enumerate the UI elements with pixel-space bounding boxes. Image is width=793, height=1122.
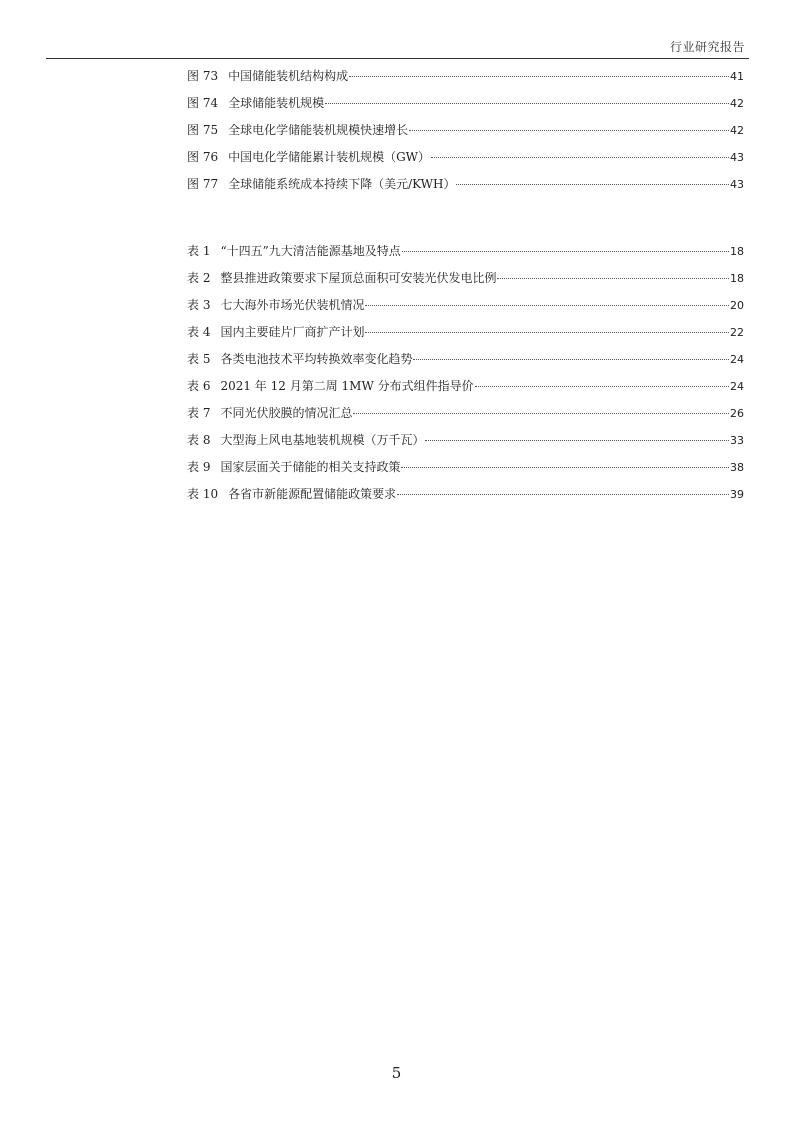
toc-entry-page[interactable]: 24: [730, 353, 744, 366]
toc-entry-table[interactable]: [187, 430, 744, 457]
toc-entry-figure[interactable]: [187, 174, 744, 201]
dot-leader: [409, 130, 729, 131]
toc-entry-figure[interactable]: [187, 93, 744, 120]
toc-entry-figure[interactable]: [187, 66, 744, 93]
dot-leader: [431, 157, 729, 158]
dot-leader: [349, 76, 729, 77]
toc-entry-title[interactable]: 不同光伏胶膜的情况汇总: [220, 406, 353, 420]
toc-entry-title[interactable]: 各类电池技术平均转换效率变化趋势: [220, 352, 413, 366]
toc-entry-page[interactable]: 24: [730, 380, 744, 393]
toc-entry-label: 表 6: [187, 379, 211, 393]
dot-leader: [475, 386, 729, 387]
toc-entry-title[interactable]: 2021 年 12 月第二周 1MW 分布式组件指导价: [220, 379, 474, 393]
toc-entry-page[interactable]: 42: [730, 97, 744, 110]
toc-entry-title[interactable]: 各省市新能源配置储能政策要求: [228, 487, 397, 501]
toc-entry-title[interactable]: 全球储能装机规模: [228, 96, 325, 110]
toc-entry-title[interactable]: 中国储能装机结构构成: [228, 69, 349, 83]
toc-entry-table[interactable]: [187, 322, 744, 349]
page-number: 5: [391, 1064, 402, 1082]
dot-leader: [397, 494, 729, 495]
toc-entry-table[interactable]: [187, 241, 744, 268]
dot-leader: [365, 332, 729, 333]
toc-entry-page[interactable]: 18: [730, 272, 744, 285]
toc-entry-label: 表 8: [187, 433, 211, 447]
dot-leader: [365, 305, 729, 306]
toc-entry-label: 表 5: [187, 352, 211, 366]
toc-entry-title[interactable]: “十四五”九大清洁能源基地及特点: [220, 244, 401, 258]
toc-entry-page[interactable]: 22: [730, 326, 744, 339]
dot-leader: [497, 278, 729, 279]
toc-entry-label: 表 10: [187, 487, 219, 501]
toc-entry-page[interactable]: 41: [730, 70, 744, 83]
toc-entry-label: 表 1: [187, 244, 211, 258]
toc-entry-page[interactable]: 18: [730, 245, 744, 258]
toc-entry-label: 图 74: [187, 96, 219, 110]
toc-entry-title[interactable]: 国家层面关于储能的相关支持政策: [220, 460, 401, 474]
toc-entry-label: 表 2: [187, 271, 211, 285]
toc-entry-label: 表 9: [187, 460, 211, 474]
toc-entry-table[interactable]: [187, 349, 744, 376]
toc-entry-table[interactable]: [187, 457, 744, 484]
dot-leader: [325, 103, 729, 104]
toc-entry-title[interactable]: 大型海上风电基地装机规模（万千瓦）: [220, 433, 425, 447]
figure-list: [187, 66, 744, 201]
toc-entry-page[interactable]: 20: [730, 299, 744, 312]
toc-entry-table[interactable]: [187, 403, 744, 430]
toc-entry-title[interactable]: 七大海外市场光伏装机情况: [220, 298, 365, 312]
header-title: 行业研究报告: [669, 40, 745, 54]
toc-entry-figure[interactable]: [187, 147, 744, 174]
dot-leader: [353, 413, 729, 414]
toc-entry-title[interactable]: 整县推进政策要求下屋顶总面积可安装光伏发电比例: [220, 271, 497, 285]
toc-entry-page[interactable]: 33: [730, 434, 744, 447]
dot-leader: [456, 184, 729, 185]
toc-entry-page[interactable]: 43: [730, 178, 744, 191]
toc-entry-table[interactable]: [187, 268, 744, 295]
toc-entry-page[interactable]: 38: [730, 461, 744, 474]
dot-leader: [413, 359, 729, 360]
toc-entry-table[interactable]: [187, 484, 744, 511]
toc-entry-title[interactable]: 中国电化学储能累计装机规模（GW）: [228, 150, 431, 164]
toc-entry-label: 表 4: [187, 325, 211, 339]
toc-entry-label: 表 3: [187, 298, 211, 312]
dot-leader: [401, 467, 729, 468]
dot-leader: [425, 440, 729, 441]
toc-entry-label: 图 77: [187, 177, 219, 191]
toc-entry-label: 图 73: [187, 69, 219, 83]
table-list: [187, 241, 744, 511]
toc-entry-page[interactable]: 42: [730, 124, 744, 137]
toc-entry-page[interactable]: 39: [730, 488, 744, 501]
toc-entry-title[interactable]: 全球电化学储能装机规模快速增长: [228, 123, 409, 137]
toc-entry-title[interactable]: 全球储能系统成本持续下降（美元/KWH）: [228, 177, 456, 191]
toc-entry-title[interactable]: 国内主要硅片厂商扩产计划: [220, 325, 365, 339]
toc-entry-table[interactable]: [187, 295, 744, 322]
toc-entry-label: 图 76: [187, 150, 219, 164]
toc-entry-table[interactable]: [187, 376, 744, 403]
header-divider: [46, 58, 749, 59]
toc-entry-label: 表 7: [187, 406, 211, 420]
toc-entry-figure[interactable]: [187, 120, 744, 147]
dot-leader: [402, 251, 729, 252]
toc-entry-page[interactable]: 43: [730, 151, 744, 164]
toc-entry-label: 图 75: [187, 123, 219, 137]
toc-entry-page[interactable]: 26: [730, 407, 744, 420]
